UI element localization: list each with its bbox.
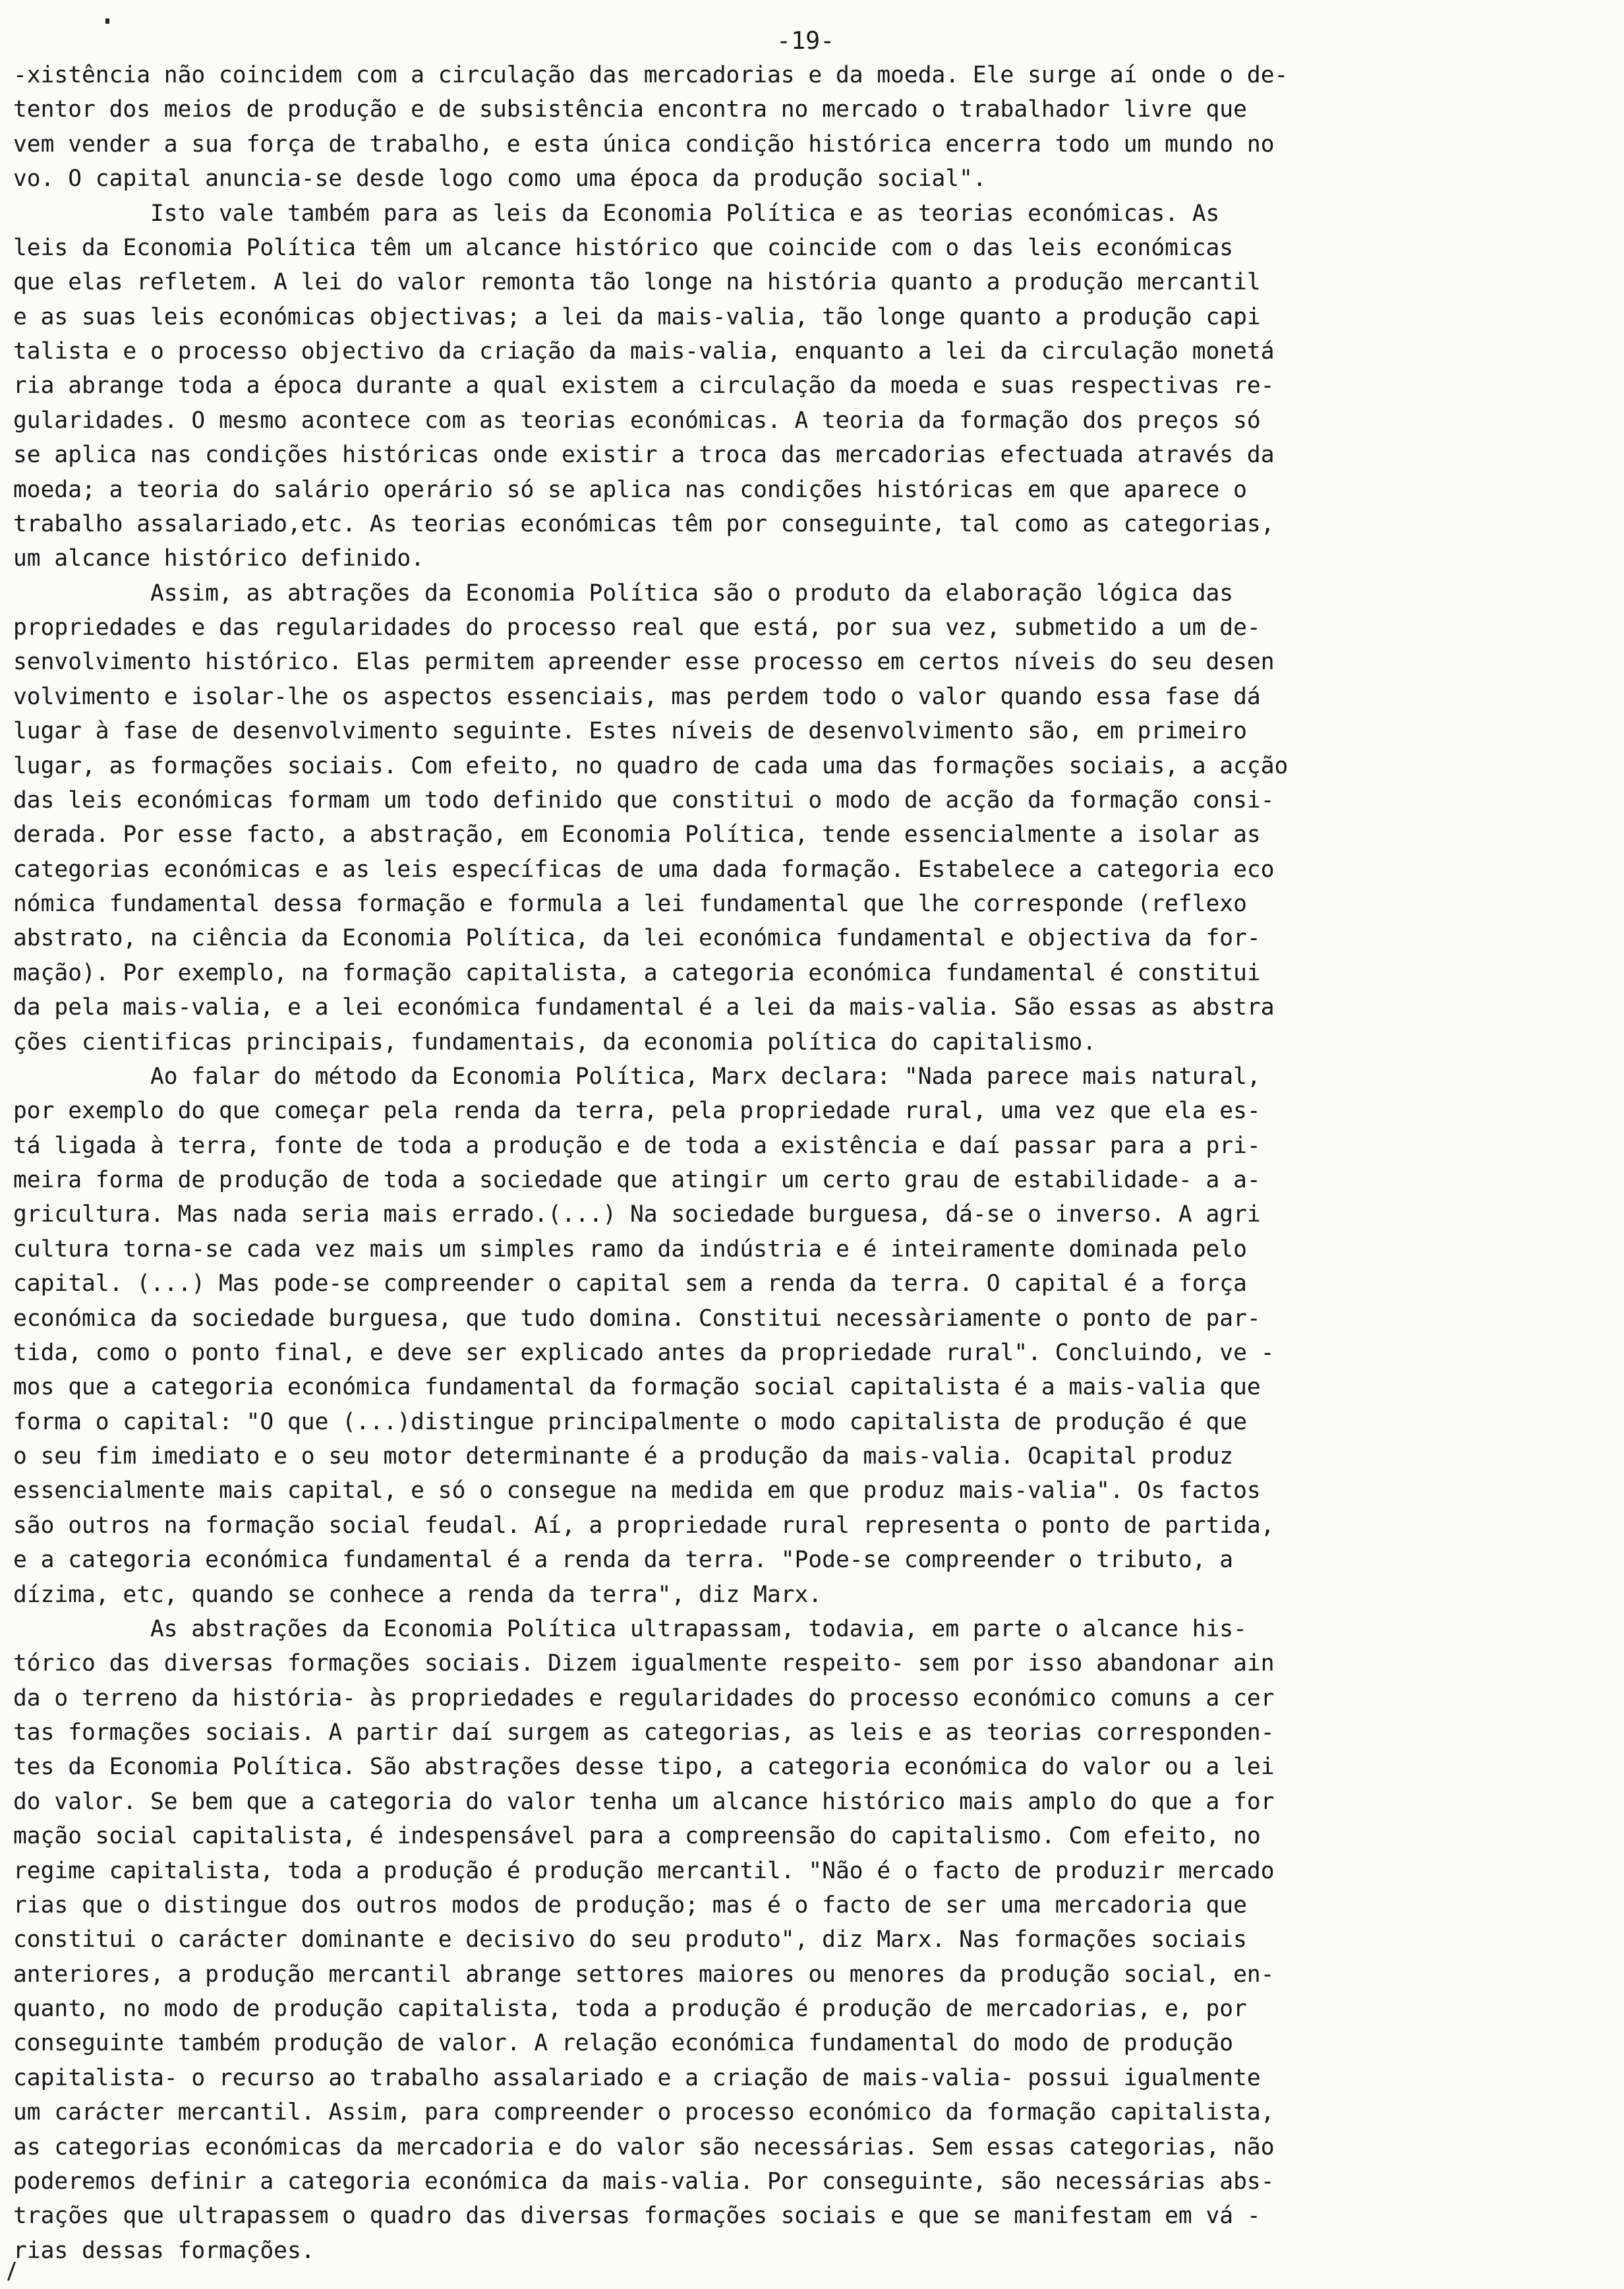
text-line: económica da sociedade burguesa, que tudo domina. Constitui necessàriamente o ponto de par- (13, 1305, 1261, 1332)
text-line: trações que ultrapassem o quadro das diversas formações sociais e que se manifestam em vá - (13, 2203, 1261, 2230)
text-line: gularidades. O mesmo acontece com as teorias económicas. A teoria da formação dos preços só (13, 407, 1261, 434)
page-number: -19- (776, 26, 835, 55)
text-line: rias que o distingue dos outros modos de produção; mas é o facto de ser uma mercadoria que (13, 1891, 1247, 1918)
text-line: moeda; a teoria do salário operário só se aplica nas condições históricas em que aparece o (13, 476, 1247, 503)
text-line: ria abrange toda a época durante a qual existem a circulação da moeda e suas respectivas re- (13, 372, 1275, 400)
text-line: leis da Economia Política têm um alcance histórico que coincide com o das leis económicas (13, 234, 1234, 261)
text-line: As abstrações da Economia Política ultrapassam, todavia, em parte o alcance his- (13, 1615, 1247, 1642)
text-line: e a categoria económica fundamental é a renda da terra. "Pode-se compreender o tributo, a (13, 1547, 1234, 1574)
text-line: capital. (...) Mas pode-se compreender o capital sem a renda da terra. O capital é a força (13, 1270, 1247, 1297)
text-line: gricultura. Mas nada seria mais errado.(...) Na sociedade burguesa, dá-se o inverso. A agri (13, 1201, 1261, 1228)
text-line: tentor dos meios de produção e de subsistência encontra no mercado o trabalhador livre que (13, 96, 1247, 123)
text-line: capitalista- o recurso ao trabalho assalariado e a criação de mais-valia- possui igualmente (13, 2064, 1261, 2091)
text-line: meira forma de produção de toda a sociedade que atingir um certo grau de estabilidade- a a- (13, 1167, 1261, 1193)
text-line: nómica fundamental dessa formação e formula a lei fundamental que lhe corresponde (reflexo (13, 891, 1247, 917)
text-line: Isto vale também para as leis da Economia Política e as teorias económicas. As (13, 200, 1220, 227)
text-line: que elas refletem. A lei do valor remonta tão longe na história quanto a produção mercantil (13, 269, 1261, 296)
text-line: anteriores, a produção mercantil abrange settores maiores ou menores da produção social, en- (13, 1961, 1275, 1988)
text-line: um alcance histórico definido. (13, 545, 424, 572)
text-line: dízima, etc, quando se conhece a renda da terra", diz Marx. (13, 1581, 823, 1608)
text-line: tá ligada à terra, fonte de toda a produção e de toda a existência e daí passar para a pri- (13, 1132, 1261, 1159)
text-line: conseguinte também produção de valor. A relação económica fundamental do modo de produção (13, 2030, 1234, 2057)
text-line: cultura torna-se cada vez mais um simples ramo da indústria e é inteiramente dominada pelo (13, 1235, 1247, 1263)
text-line: derada. Por esse facto, a abstração, em Economia Política, tende essencialmente a isolar as (13, 821, 1261, 848)
text-line: Assim, as abtrações da Economia Política são o produto da elaboração lógica das (13, 580, 1234, 607)
corner-dot (105, 18, 109, 24)
text-line: trabalho assalariado,etc. As teorias económicas têm por conseguinte, tal como as categorias, (13, 510, 1275, 537)
text-line: Ao falar do método da Economia Política, Marx declara: "Nada parece mais natural, (13, 1063, 1261, 1090)
text-line: regime capitalista, toda a produção é produção mercantil. "Não é o facto de produzir mercado (13, 1857, 1275, 1884)
text-line: constitui o carácter dominante e decisivo do seu produto", diz Marx. Nas formações sociais (13, 1926, 1247, 1953)
text-line: se aplica nas condições históricas onde existir a troca das mercadorias efectuada através da (13, 442, 1275, 469)
text-line: um carácter mercantil. Assim, para compreender o processo económico da formação capitalista, (13, 2099, 1275, 2126)
text-line: vo. O capital anuncia-se desde logo como uma época da produção social". (13, 165, 987, 193)
text-line: categorias económicas e as leis específicas de uma dada formação. Estabelece a categoria eco (13, 856, 1275, 883)
text-line: quanto, no modo de produção capitalista, toda a produção é produção de mercadorias, e, por (13, 1996, 1247, 2022)
text-line: -xistência não coincidem com a circulação das mercadorias e da moeda. Ele surge aí onde o de- (13, 62, 1289, 88)
text-line: e as suas leis económicas objectivas; a lei da mais-valia, tão longe quanto a produção capi (13, 303, 1261, 330)
text-line: lugar, as formações sociais. Com efeito, no quadro de cada uma das formações sociais, a acção (13, 752, 1289, 779)
text-line: rias dessas formações. (13, 2237, 315, 2264)
text-line: tes da Economia Política. São abstrações desse tipo, a categoria económica do valor ou a lei (13, 1754, 1275, 1781)
text-line: mação). Por exemplo, na formação capitalista, a categoria económica fundamental é constitui (13, 959, 1261, 986)
text-line: tas formações sociais. A partir daí surgem as categorias, as leis e as teorias corresponden- (13, 1719, 1275, 1746)
text-line: são outros na formação social feudal. Aí, a propriedade rural representa o ponto de partida, (13, 1512, 1275, 1539)
text-line: da o terreno da história- às propriedades e regularidades do processo económico comuns a cer (13, 1684, 1275, 1711)
text-line: poderemos definir a categoria económica da mais-valia. Por conseguinte, são necessárias abs- (13, 2168, 1275, 2195)
text-line: propriedades e das regularidades do processo real que está, por sua vez, submetido a um de- (13, 614, 1261, 641)
text-line: mos que a categoria económica fundamental da formação social capitalista é a mais-valia que (13, 1374, 1261, 1401)
text-line: tida, como o ponto final, e deve ser explicado antes da propriedade rural". Concluindo, ve - (13, 1339, 1275, 1366)
text-line: da pela mais-valia, e a lei económica fundamental é a lei da mais-valia. São essas as abstra (13, 994, 1275, 1021)
text-line: as categorias económicas da mercadoria e do valor são necessárias. Sem essas categorias, não (13, 2133, 1275, 2160)
text-line: essencialmente mais capital, e só o consegue na medida em que produz mais-valia". Os factos (13, 1477, 1261, 1504)
text-line: lugar à fase de desenvolvimento seguinte. Estes níveis de desenvolvimento são, em primeiro (13, 718, 1247, 745)
text-line: talista e o processo objectivo da criação da mais-valia, enquanto a lei da circulação monetá (13, 338, 1275, 365)
text-line: senvolvimento histórico. Elas permitem apreender esse processo em certos níveis do seu desen (13, 649, 1275, 676)
text-line: por exemplo do que começar pela renda da terra, pela propriedade rural, uma vez que ela es- (13, 1098, 1261, 1125)
text-line: o seu fim imediato e o seu motor determinante é a produção da mais-valia. Ocapital produz (13, 1443, 1234, 1470)
text-line: tórico das diversas formações sociais. Dizem igualmente respeito- sem por isso abandonar ain (13, 1650, 1275, 1677)
text-line: volvimento e isolar-lhe os aspectos essenciais, mas perdem todo o valor quando essa fase dá (13, 683, 1261, 710)
text-line: forma o capital: "O que (...)distingue principalmente o modo capitalista de produção é que (13, 1408, 1247, 1435)
text-line: das leis económicas formam um todo definido que constitui o modo de acção da formação consi- (13, 787, 1275, 814)
text-line: abstrato, na ciência da Economia Política, da lei económica fundamental e objectiva da for- (13, 925, 1261, 952)
text-line: vem vender a sua força de trabalho, e esta única condição histórica encerra todo um mundo no (13, 131, 1275, 158)
text-line: do valor. Se bem que a categoria do valor tenha um alcance histórico mais amplo do que a for (13, 1788, 1275, 1815)
text-line: ções cientificas principais, fundamentais, da economia política do capitalismo. (13, 1028, 1097, 1055)
text-line: mação social capitalista, é indespensável para a compreensão do capitalismo. Com efeito, no (13, 1823, 1261, 1850)
